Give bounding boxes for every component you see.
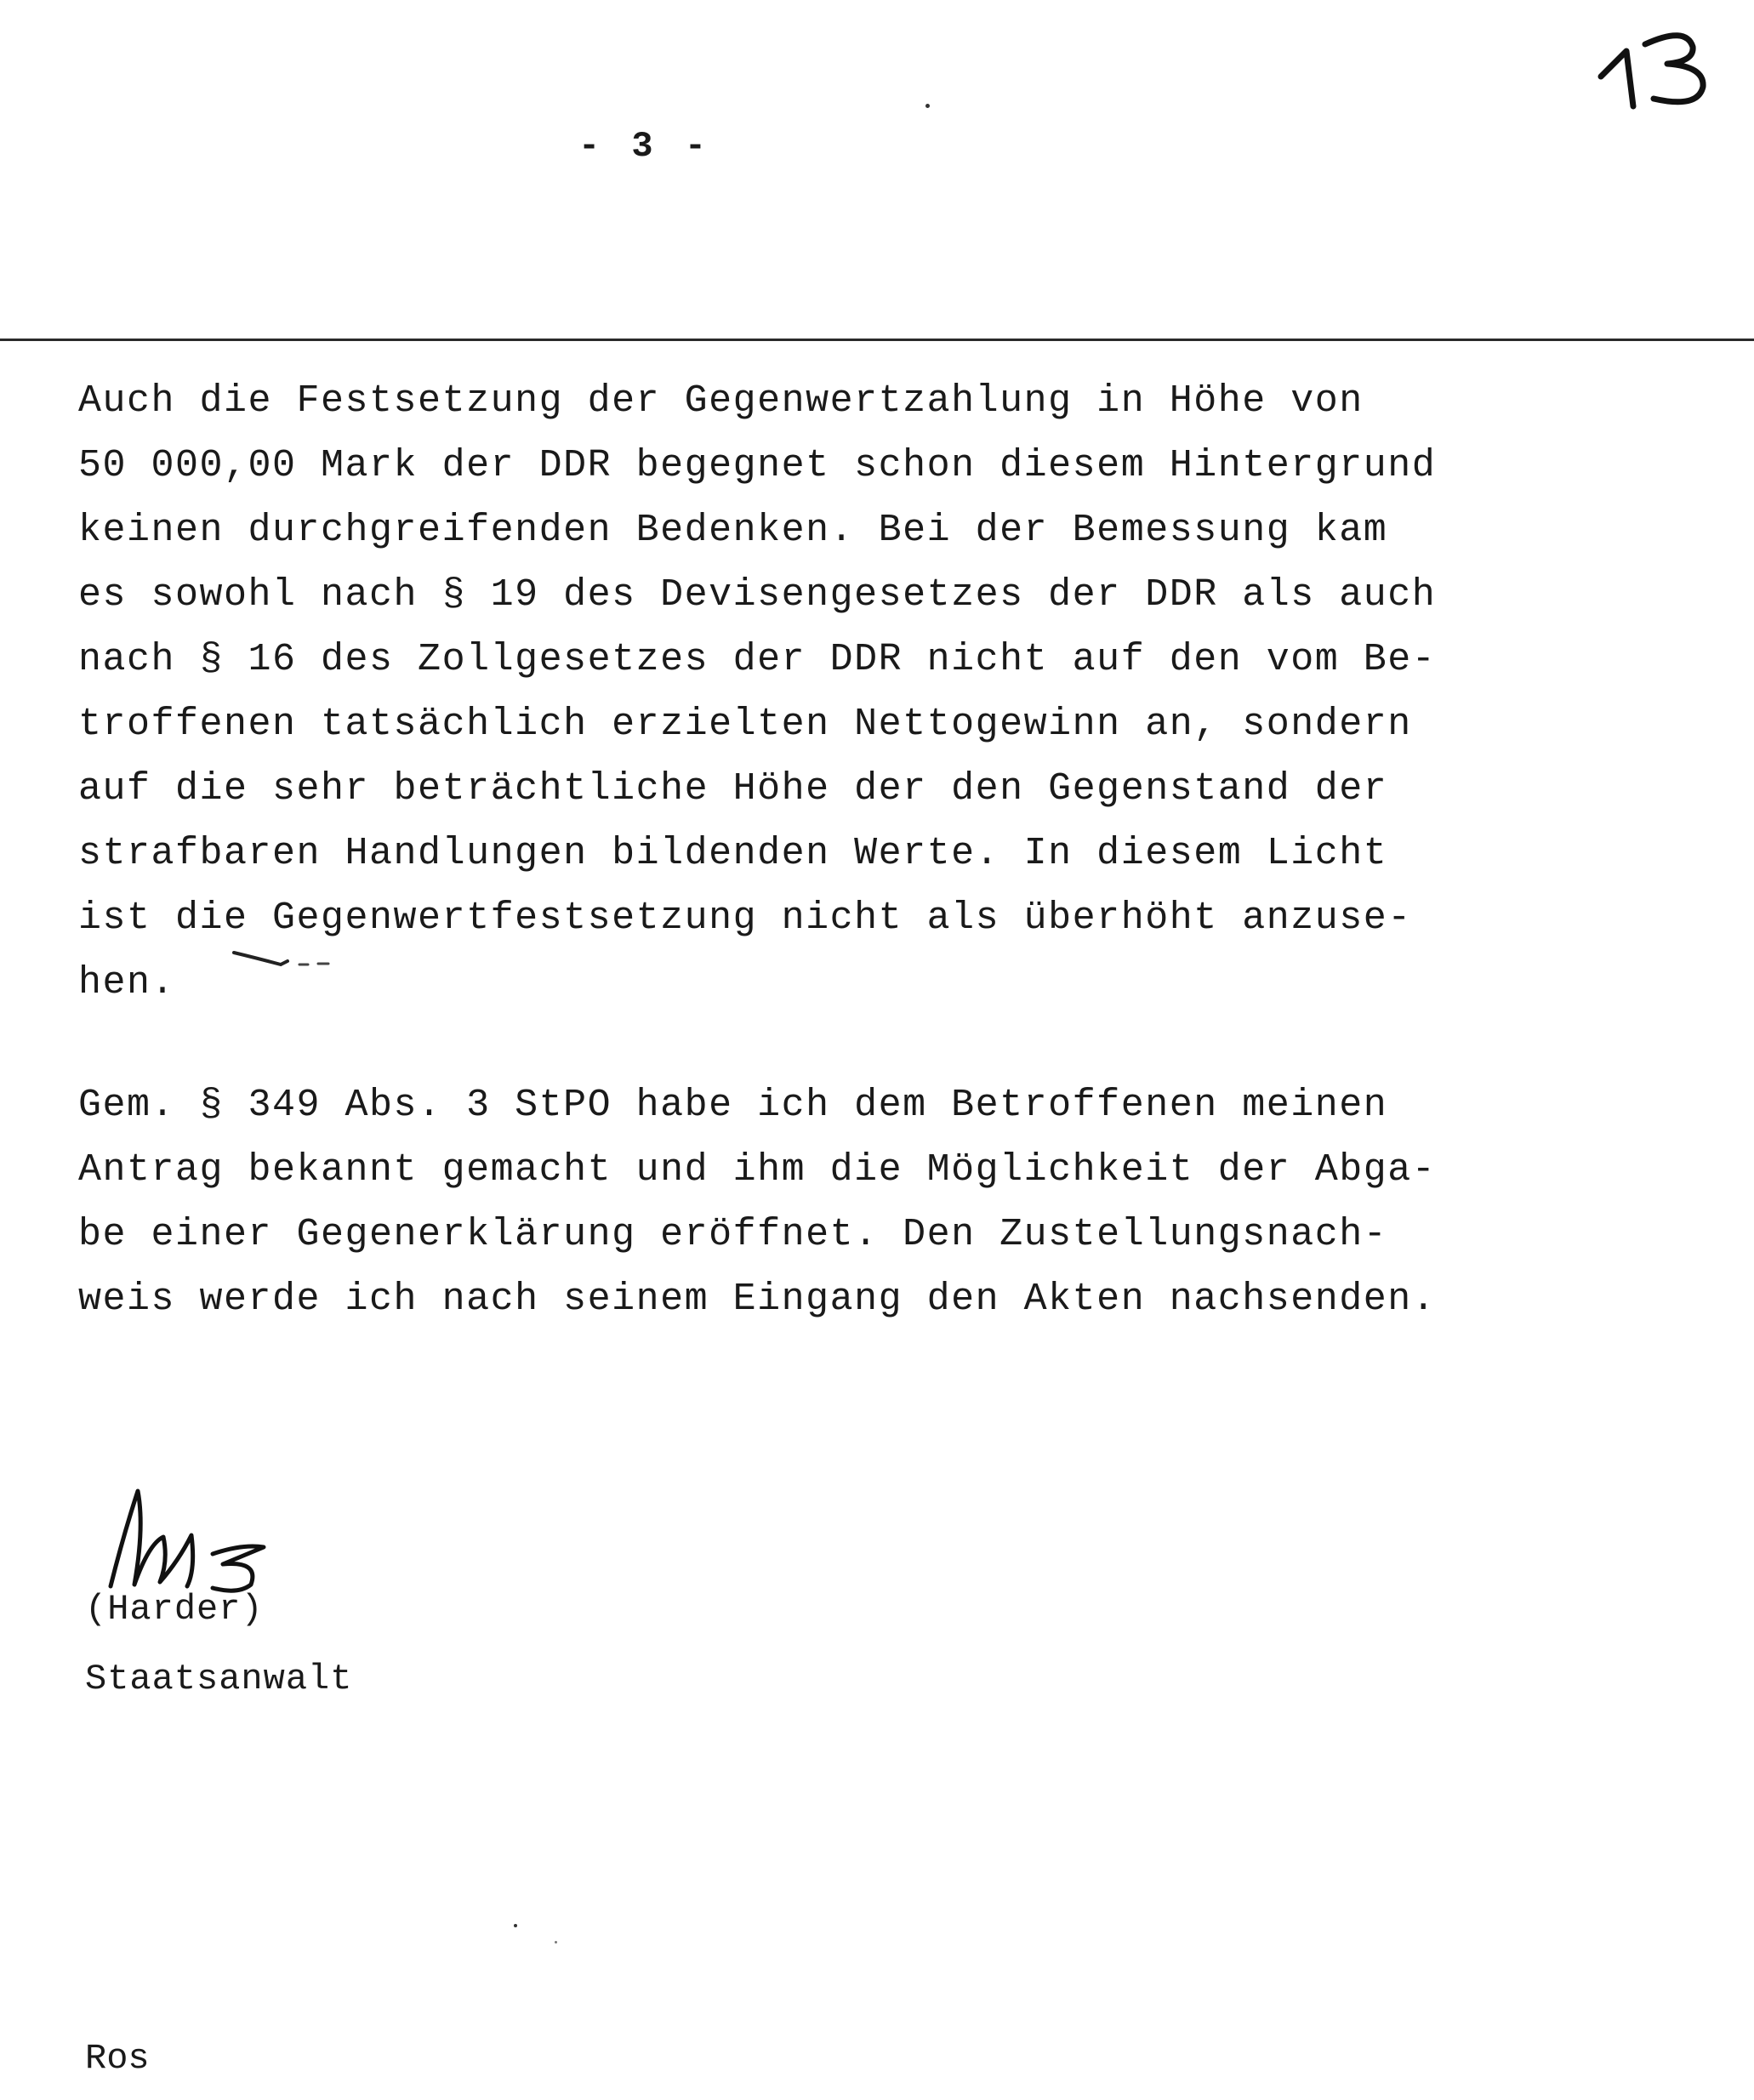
- paragraph-line: strafbaren Handlungen bildenden Werte. In diesem Licht: [78, 832, 1388, 875]
- page-number: - 3 -: [578, 126, 712, 167]
- signer-name: (Harder): [85, 1589, 264, 1630]
- header-divider: [0, 339, 1754, 341]
- paragraph-2: [78, 1073, 1541, 1332]
- paragraph-line: es sowohl nach § 19 des Devisengesetzes der DDR als auch: [78, 573, 1437, 617]
- paragraph-line: troffenen tatsächlich erzielten Nettogewinn an, sondern: [78, 703, 1412, 746]
- scan-speck: [555, 1941, 557, 1943]
- paragraph-line: be einer Gegenerklärung eröffnet. Den Zustellungsnach-: [78, 1213, 1388, 1256]
- pen-stroke-mark: [230, 946, 349, 971]
- paragraph-line: Antrag bekannt gemacht und ihm die Möglichkeit der Abga-: [78, 1148, 1437, 1192]
- paragraph-line: weis werde ich nach seinem Eingang den Akten nachsenden.: [78, 1278, 1437, 1321]
- handwritten-folio-number: [1592, 17, 1720, 111]
- paragraph-line: 50 000,00 Mark der DDR begegnet schon diesem Hintergrund: [78, 444, 1437, 487]
- paragraph-line: ist die Gegenwertfestsetzung nicht als überhöht anzuse-: [78, 896, 1412, 940]
- scan-speck: [925, 104, 930, 108]
- paragraph-1: [78, 369, 1541, 1016]
- paragraph-line: hen.: [78, 961, 176, 1004]
- paragraph-line: Gem. § 349 Abs. 3 StPO habe ich dem Betroffenen meinen: [78, 1084, 1388, 1127]
- footer-initials: Ros: [85, 2038, 150, 2079]
- handwritten-signature: [85, 1476, 289, 1603]
- paragraph-line: nach § 16 des Zollgesetzes der DDR nicht auf den vom Be-: [78, 638, 1437, 681]
- paragraph-line: keinen durchgreifenden Bedenken. Bei der Bemessung kam: [78, 509, 1388, 552]
- paragraph-line: Auch die Festsetzung der Gegenwertzahlung in Höhe von: [78, 379, 1364, 423]
- signer-title: Staatsanwalt: [85, 1659, 353, 1699]
- scan-speck: [514, 1924, 517, 1927]
- paragraph-line: auf die sehr beträchtliche Höhe der den Gegenstand der: [78, 767, 1388, 811]
